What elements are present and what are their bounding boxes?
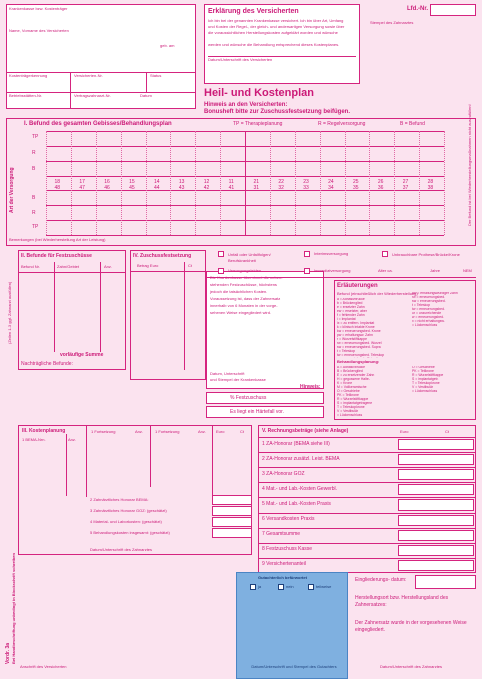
- erlaeuterungen-title: Erläuterungen: [337, 283, 378, 289]
- tooth-number-upper: 18: [54, 178, 60, 185]
- legend-b: B = Befund: [400, 121, 425, 127]
- rechnung-amount-field[interactable]: [398, 484, 474, 495]
- erlaeuterung-entry: pw = erhaltungswürdiger Zahn: [412, 292, 458, 295]
- tooth-number-lower: 31: [253, 185, 259, 191]
- side-label-right: Der Befund ist bei Wiederherstellungsmaßnahmen nicht auszufüllen!: [467, 104, 472, 226]
- kasse-label: Krankenkasse bzw. Kostenträger: [9, 6, 68, 11]
- nachtraegliche-befunde: Nachträgliche Befunde:: [21, 361, 73, 367]
- eingliederung-label: Eingliederungs- datum:: [355, 577, 407, 583]
- erlaeuterung-entry: PK = Teilkrone: [337, 393, 359, 397]
- versorgungsleiden-checkbox[interactable]: [218, 268, 224, 274]
- erlaeuterung-entry: R = Wurzelstiftkappe: [412, 373, 444, 377]
- tooth-number-upper: 17: [79, 178, 85, 185]
- interim-label: Interimsversorgung: [314, 251, 349, 256]
- erl-behandlung-title: Behandlungsplanung:: [337, 359, 380, 364]
- erlaeuterung-entry: e = ersetzter Zahn: [337, 305, 365, 309]
- zahnarzt-sign-3: Datum/Unterschrift des Zahnarztes: [90, 547, 153, 552]
- erl-befund-title: Befund (einschließlich der Wiederherstellung): [337, 291, 418, 296]
- datum-label: Datum: [140, 93, 152, 98]
- row-tp-upper: TP: [32, 134, 39, 140]
- gutachter-nein: nein: [286, 584, 294, 589]
- tooth-number-upper: 26: [377, 178, 384, 185]
- haertefall-label: Es liegt ein Härtefall vor.: [230, 409, 284, 415]
- side-label-block: Bei Handbeschriftung unbedingt in Blockschrift schreiben: [11, 553, 16, 664]
- form-title: Heil- und Kostenplan: [204, 87, 314, 99]
- tooth-number-lower: 42: [203, 185, 210, 191]
- rechnung-row-label: 5 Mat.- und Lab.-Kosten Praxis: [262, 501, 331, 507]
- lfd-nr-field[interactable]: [430, 4, 476, 16]
- rechnung-amount-field[interactable]: [398, 469, 474, 480]
- row-b-lower: B: [32, 195, 36, 201]
- erlaeuterung-entry: t = Teleskop: [412, 303, 431, 307]
- kostentraeger-label: Kostenträgerkennung: [9, 73, 48, 78]
- erlaeuterung-entry: ur = unzureichende: [412, 311, 442, 315]
- erlaeuterung-entry: = Lückenschluss: [412, 323, 438, 327]
- rechnung-row-label: 3 ZA-Honorar GOZ: [262, 470, 305, 477]
- unfall-checkbox[interactable]: [218, 251, 224, 257]
- tooth-number-lower: 43: [178, 185, 185, 191]
- section4-heading: IV. Zuschussfestsetzung: [133, 253, 192, 259]
- anz-label-2: Anz.: [135, 429, 144, 434]
- tooth-number-upper: 27: [402, 178, 409, 185]
- erlaeuterung-entry: V = Vestibulär: [337, 409, 359, 413]
- vorlaeufige-summe: vorläufige Summe: [60, 352, 104, 358]
- tooth-number-lower: 35: [352, 185, 359, 191]
- versicherter-sign-label: Datum/Unterschrift des Versicherten: [208, 57, 273, 62]
- gutachter-ja-checkbox[interactable]: [250, 584, 256, 590]
- tooth-number-lower: 34: [328, 185, 334, 191]
- unbrauchbar-checkbox[interactable]: [382, 251, 388, 257]
- erl-col-4: [412, 366, 474, 418]
- erlaeuterung-entry: S = implantatgetragene: [337, 401, 373, 405]
- tooth-number-upper: 21: [253, 178, 259, 185]
- rechnung-amount-field[interactable]: [398, 545, 474, 556]
- rechnung-amount-field[interactable]: [398, 530, 474, 541]
- erlaeuterung-entry: f = fehlender Zahn: [337, 313, 365, 317]
- status-label: Status: [150, 73, 162, 78]
- erlaeuterung-entry: T = Teleskopkrone: [412, 381, 440, 385]
- kosten-item-1: 2 Zahnärztliches Honorar BEMA:: [90, 497, 149, 502]
- tooth-grid: [46, 131, 444, 235]
- tooth-number-lower: 32: [278, 185, 284, 191]
- rechnung-rows: [258, 437, 476, 573]
- zuschuss-text-3: jedoch die tatsächlichen Kosten.: [210, 289, 268, 294]
- zuschuss-text-2: stehenden Festzuschüsse, höchstens: [210, 282, 277, 287]
- erlaeuterung-entry: r = Wurzelstiftkappe: [337, 337, 367, 341]
- erlaeuterung-entry: sw = erneuerungsbed. Supra: [337, 345, 381, 349]
- bemerkung-label: Bemerkungen (bei Wiederherstellung Art der Leistung): [9, 237, 106, 242]
- tooth-number-upper: 23: [303, 178, 309, 185]
- side-label-vordr: Vordr. 3a: [5, 642, 11, 664]
- rechnung-row-label: 2 ZA-Honorar zusätzl. Leist. BEMA: [262, 455, 340, 462]
- zuschuss-text-5: innerhalb von 6 Monaten in der vorge-: [210, 303, 278, 308]
- legend-r: R = Regelversorgung: [318, 121, 366, 127]
- hinweis-label: Hinweis:: [300, 384, 321, 390]
- kosten-item-3: 4 Material- und Laborkosten: (geschätzt): [90, 519, 162, 524]
- tooth-number-lower: 46: [104, 185, 110, 191]
- erlaeuterung-entry: rw = erneuerungsbed.: [412, 295, 446, 299]
- lfd-nr-label: Lfd.-Nr.: [407, 6, 428, 12]
- erl-col-1: [337, 298, 407, 358]
- jahre-label: Jahre: [430, 268, 441, 273]
- versicherten-label: Versicherten-Nr.: [74, 73, 103, 78]
- row-b-upper: B: [32, 166, 36, 172]
- zuschuss-text-1: Die Krankenkasse übernimmt die neben-: [210, 275, 283, 280]
- erl-col-3: [337, 366, 407, 418]
- gutachter-teilweise: teilweise: [316, 584, 332, 589]
- row-r-upper: R: [32, 150, 36, 156]
- row-r-lower: R: [32, 210, 36, 216]
- erlaeuterung-entry: S = implantatgetr.: [412, 377, 439, 381]
- erlaeuterung-entry: b = Brückenglied: [337, 301, 363, 305]
- nem-label: NEM: [463, 268, 472, 273]
- tooth-number-lower: 38: [427, 185, 434, 191]
- tooth-number-lower: 44: [153, 185, 160, 191]
- erlaeuterung-entry: PK = Teilkrone: [412, 369, 434, 373]
- rechnung-row-label: 7 Gesamtsumme: [262, 531, 301, 538]
- fortsetzung-2: 1 Fortsetzung: [155, 429, 180, 434]
- tooth-number-lower: 36: [377, 185, 384, 191]
- erlaeuterung-entry: t = Teleskop: [337, 349, 356, 353]
- alter-label: Alter ca.: [378, 268, 393, 273]
- honorar-goz-field[interactable]: [212, 506, 252, 516]
- erlaeuterung-entry: ew = ersetzter, aber: [337, 309, 367, 313]
- legend-tp: TP = Therapieplanung: [233, 121, 283, 127]
- erlaeuterung-entry: k = klinisch intakte Krone: [337, 325, 375, 329]
- zuschuss-box: [130, 250, 206, 380]
- gesamt-field[interactable]: [212, 528, 252, 538]
- erlaeuterung-entry: = Lückenschluss: [337, 413, 363, 417]
- eingegliedert-label: Der Zahnersatz wurde in der vorgesehenen Weise eingegliedert.: [355, 620, 467, 633]
- name-label: Name, Vorname des Versicherten: [9, 28, 69, 33]
- side-label-zeilen: (Zeilen 1-3 ggf. Zahnarzt ausfüllen): [7, 281, 12, 344]
- erklaerung-line-1: Ich bin bei der genannten Krankenkasse versichert. Ich bin über Art, Umfang: [208, 18, 344, 23]
- erklaerung-line-3: die voraussichtlichen Herstellungskosten aufgeklärt worden und wünsche: [208, 30, 338, 35]
- erlaeuterung-entry: kw = erneuerungsbed. Krone: [337, 329, 381, 333]
- bema-label: 1 BEMA-Nrn.: [22, 437, 46, 442]
- gutachter-title: Gutachterlich befürwortet: [258, 575, 307, 580]
- erlaeuterung-entry: V = Vestibulär: [412, 385, 434, 389]
- herstellungsort-label: Herstellungsort bzw. Herstellungsland des Zahnersatzes:: [355, 595, 449, 608]
- gutachter-teilweise-checkbox[interactable]: [308, 584, 314, 590]
- rechnung-row-label: 1 ZA-Honorar (BEMA siehe III): [262, 440, 330, 447]
- unbrauchbar-label: Unbrauchbare Prothese/Brücke/Krone: [392, 252, 460, 257]
- fortsetzung-1: 1 Fortsetzung: [91, 429, 116, 434]
- kasse-datum-label: Datum, Unterschrift: [210, 371, 245, 376]
- honorar-bema-field[interactable]: [212, 495, 252, 505]
- erlaeuterung-entry: i = Implantat: [337, 317, 356, 321]
- gutachter-ja: ja: [258, 584, 262, 589]
- kosten-item-4: 5 Behandlungskosten insgesamt: (geschätzt): [90, 530, 170, 535]
- vertragsarzt-label: Vertragszahnarzt-Nr.: [74, 93, 111, 98]
- unfall-label: Unfall oder Unfallfolgen/ Berufskrankheit: [228, 252, 271, 263]
- tooth-number-lower: 41: [228, 185, 235, 191]
- tooth-number-upper: 16: [104, 178, 110, 185]
- tooth-number-lower: 37: [402, 185, 409, 191]
- betrag-euro: Betrag Euro: [137, 263, 159, 268]
- erlaeuterung-entry: ix = zu entfern. Implantat: [337, 321, 375, 325]
- zahnarzt-sign-5: Datum/Unterschrift des Zahnarztes: [380, 664, 443, 669]
- rechnung-row-label: 9 Versichertenanteil: [262, 561, 306, 568]
- hinweis-line-a: Hinweis an den Versicherten:: [204, 102, 288, 108]
- betrag-ct: Ct: [188, 263, 192, 268]
- erlaeuterung-entry: O = Geschiebe: [337, 389, 360, 393]
- erklaerung-line-4: werden und wünsche die Behandlung entsprechend dieses Kostenplanes.: [208, 42, 340, 47]
- row-tp-lower: TP: [32, 224, 39, 230]
- rechnung-amount-field[interactable]: [398, 499, 474, 510]
- gutachter-nein-checkbox[interactable]: [278, 584, 284, 590]
- erlaeuterung-entry: sw = erneuerungsbed.: [412, 299, 446, 303]
- tooth-number-upper: 25: [352, 178, 359, 185]
- geb-label: geb. am: [160, 43, 175, 48]
- tooth-number-upper: 14: [153, 178, 160, 185]
- stempel-zahnarzt-label: Stempel des Zahnarztes: [370, 20, 414, 25]
- ct-label-3: Ct: [240, 429, 244, 434]
- erlaeuterung-entry: M = Vollkeramische: [337, 385, 367, 389]
- rechnung-amount-field[interactable]: [398, 454, 474, 465]
- rechnung-row-label: 4 Mat.- und Lab.-Kosten Gewerbl.: [262, 485, 338, 492]
- versorgungsleiden-label: Versorgungsleiden: [228, 268, 262, 273]
- rechnung-amount-field[interactable]: [398, 439, 474, 450]
- zuschuss-text-4: Voraussetzung ist, dass der Zahnersatz: [210, 296, 281, 301]
- tooth-number-lower: 33: [303, 185, 309, 191]
- section3-heading: III. Kostenplanung: [22, 428, 66, 434]
- immediat-label: Immediatversorgung: [314, 268, 351, 273]
- tooth-number-lower: 45: [129, 185, 135, 191]
- zuschuss-text-6: sehenen Weise eingegliedert wird.: [210, 310, 272, 315]
- hinweis-line-b: Bonusheft bitte zur Zuschussfestsetzung beifügen.: [204, 109, 351, 115]
- kosten-item-2: 3 Zahnärztliches Honorar GOZ: (geschätzt): [90, 508, 167, 513]
- erlaeuterung-entry: w = erneuerungsbed.: [412, 315, 444, 319]
- erlaeuterung-entry: tw = erneuerungsbed. Teleskop: [337, 353, 385, 357]
- erlaeuterung-entry: H = gegossene Halte-: [337, 377, 370, 381]
- col-zahn: Zahn/Gebiet: [57, 264, 80, 269]
- erlaeuterung-entry: pw = erhaltungsw. Zahn: [337, 333, 373, 337]
- tooth-number-upper: 24: [328, 178, 334, 185]
- betriebsstaetten-label: Betriebsstätten-Nr.: [9, 93, 43, 98]
- erlaeuterung-entry: B = Brückenglied: [337, 369, 363, 373]
- tooth-number-lower: 47: [79, 185, 85, 191]
- tooth-number-upper: 11: [228, 178, 234, 185]
- festzuschuss-label: % Festzuschuss: [230, 395, 267, 401]
- tooth-number-upper: 12: [203, 178, 210, 185]
- erl-col-2: [412, 292, 474, 352]
- rechnung-amount-field[interactable]: [398, 515, 474, 526]
- erlaeuterung-entry: a = Adhäsivbrücke: [337, 298, 365, 301]
- anz-label-1: Anz.: [68, 437, 77, 442]
- tooth-number-upper: 13: [178, 178, 185, 185]
- erlaeuterung-entry: A = Adhäsivbrücke: [337, 366, 365, 369]
- side-label-art: Art der Versorgung: [9, 167, 15, 213]
- tooth-number-upper: 15: [129, 178, 135, 185]
- rechnung-amount-field[interactable]: [398, 560, 474, 571]
- tooth-number-upper: 28: [427, 178, 434, 185]
- erlaeuterung-entry: = Lückenschluss: [412, 389, 438, 393]
- section5-heading: V. Rechnungsbeträge (siehe Anlage): [262, 428, 349, 434]
- interim-checkbox[interactable]: [304, 251, 310, 257]
- erlaeuterung-entry: x = nicht erhaltungsw.: [412, 319, 445, 323]
- erklaerung-line-2: und Kosten der Regel-, der gleich- und andersartigen Versorgung sowie über: [208, 24, 345, 29]
- erklaerung-title: Erklärung des Versicherten: [208, 8, 299, 15]
- gutachter-sign: Datum/Unterschrift und Stempel des Gutachters: [251, 664, 337, 669]
- col-anz: Anz.: [104, 264, 113, 269]
- rechnung-row-label: 8 Festzuschuss Kasse: [262, 546, 313, 553]
- erlaeuterung-entry: T = Teleskopkrone: [337, 405, 365, 409]
- rechnung-row-label: 6 Versandkosten Praxis: [262, 516, 315, 523]
- tooth-number-lower: 48: [54, 185, 60, 191]
- erlaeuterung-entry: R = Wurzelstiftkappe: [337, 397, 369, 401]
- kasse-stempel-label: und Stempel der Krankenkasse: [210, 377, 266, 382]
- section1-heading: I. Befund des gesamten Gebisses/Behandlungsplan: [24, 121, 172, 127]
- section2-heading: II. Befunde für Festzuschüsse: [21, 253, 92, 259]
- erlaeuterung-entry: E = zu ersetzender Zahn: [337, 373, 375, 377]
- eingliederung-field[interactable]: [415, 575, 476, 589]
- erlaeuterung-entry: K = Krone: [337, 381, 353, 385]
- euro-label-3: Euro: [216, 429, 225, 434]
- labor-field[interactable]: [212, 517, 252, 527]
- ct-label-5: Ct: [445, 429, 449, 434]
- erlaeuterung-entry: O = Geschiebe: [412, 366, 435, 369]
- erlaeuterung-entry: tw = erneuerungsbed.: [412, 307, 445, 311]
- euro-label-5: Euro: [400, 429, 409, 434]
- anz-label-3: Anz.: [198, 429, 207, 434]
- tooth-number-upper: 22: [278, 178, 284, 185]
- erlaeuterung-entry: rw = erneuerungsbed. Wurzel: [337, 341, 382, 345]
- immediat-checkbox[interactable]: [304, 268, 310, 274]
- col-befund: Befund Nr.: [21, 264, 40, 269]
- versicherter-anschrift: Anschrift des Versicherten: [20, 664, 67, 669]
